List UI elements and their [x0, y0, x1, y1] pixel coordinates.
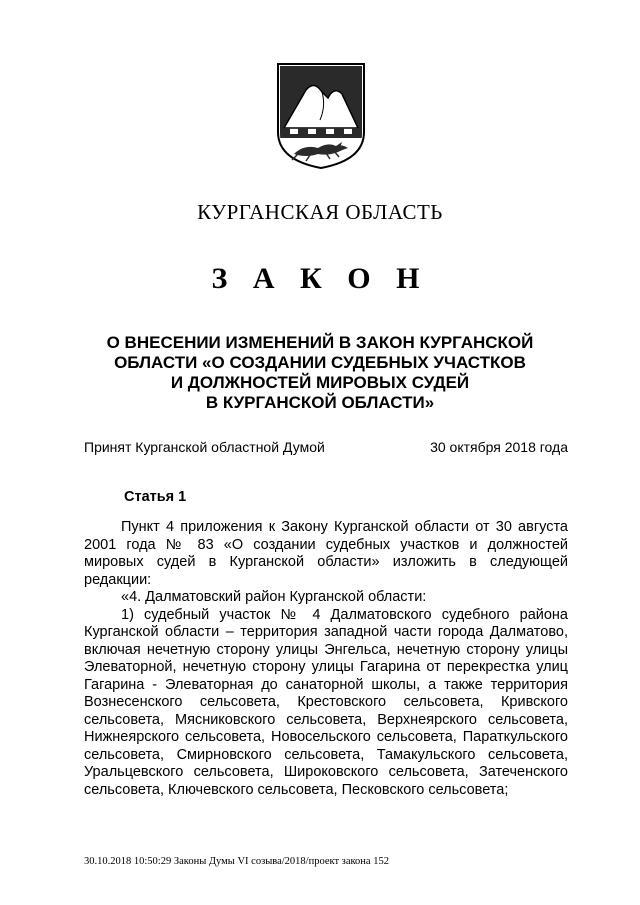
coat-of-arms-emblem	[276, 62, 366, 170]
article-paragraph: 1) судебный участок № 4 Далматовского судебного района Курганской области – территория западной части города Далматово, включая нечетную сторону улицы Энгельса, нечетную сторону улицы Элеваторной, нечетную сторону улицы Гагарина от перекрестка улиц Гагарина - Элеваторная до санаторной школы, а также территория Вознесенского сельсовета, Крестовского сельсовета, Кривского сельсовета, Мясниковского сельсовета, Верхнеярского сельсовета, Нижнеярского сельсовета, Новосельского сельсовета, Параткульского сельсовета, Смирновского сельсовета, Тамакульского сельсовета, Уральцевского сельсовета, Широковского сельсовета, Затеченского сельсовета, Ключевского сельсовета, Песковского сельсовета;	[84, 606, 568, 798]
subject-line: О ВНЕСЕНИИ ИЗМЕНЕНИЙ В ЗАКОН КУРГАНСКОЙ	[106, 333, 534, 352]
adoption-date: 30 октября 2018 года	[430, 439, 568, 455]
law-subject-title	[100, 333, 540, 413]
article-paragraph: «4. Далматовский район Курганской области:	[121, 589, 427, 605]
adopted-by: Принят Курганской областной Думой	[84, 439, 325, 455]
document-footer: 30.10.2018 10:50:29 Законы Думы VI созыва/2018/проект закона 152	[84, 856, 389, 867]
region-title: КУРГАНСКАЯ ОБЛАСТЬ	[197, 200, 443, 224]
article-heading: Статья 1	[124, 489, 187, 505]
subject-line: И ДОЛЖНОСТЕЙ МИРОВЫХ СУДЕЙ	[170, 373, 470, 392]
article-body	[84, 519, 568, 799]
adoption-info	[84, 439, 568, 455]
article-paragraph: Пункт 4 приложения к Закону Курганской области от 30 августа 2001 года № 83 «О создании судебных участков и должностей мировых судей в Курганской области» изложить в следующей редакции:	[84, 519, 568, 588]
subject-line: В КУРГАНСКОЙ ОБЛАСТИ»	[205, 393, 435, 412]
subject-line: ОБЛАСТИ «О СОЗДАНИИ СУДЕБНЫХ УЧАСТКОВ	[114, 353, 526, 372]
document-type-title: З А К О Н	[211, 262, 429, 295]
